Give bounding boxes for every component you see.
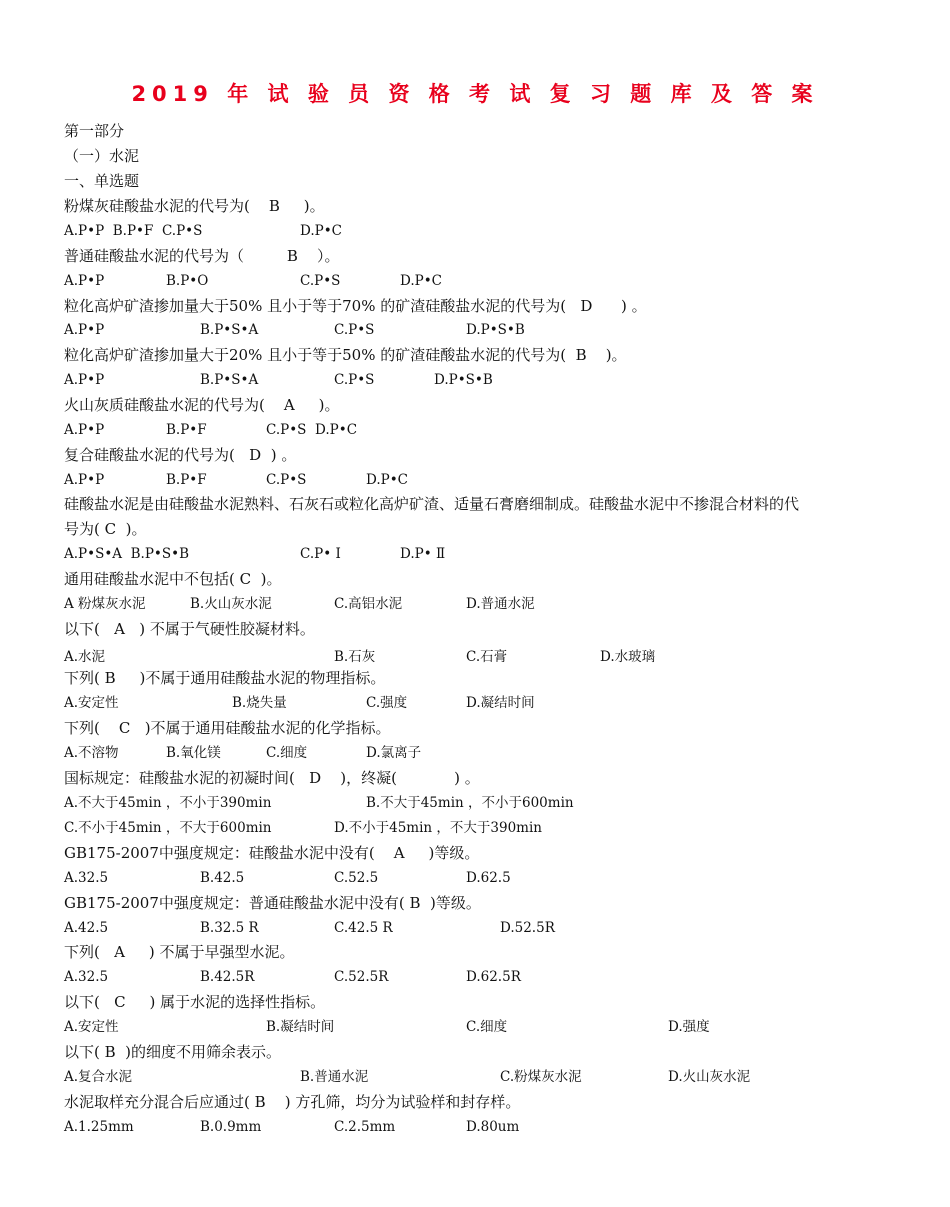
question-stem: 通用硅酸盐水泥中不包括( C )。	[64, 570, 282, 588]
question-option: B.氧化镁	[166, 745, 221, 761]
question-option: D.P•C	[300, 223, 343, 239]
question-option: A.32.5	[64, 969, 109, 985]
question-option: A.不大于45min ，不小于390min	[64, 795, 272, 811]
question-option: B.烧失量	[232, 695, 287, 711]
question-option: C.P•S	[266, 472, 307, 488]
question-stem: 下列( A ) 不属于早强型水泥。	[64, 943, 295, 961]
question-stem: GB175-2007中强度规定：普通硅酸盐水泥中没有( B )等级。	[64, 894, 481, 912]
question-option: B.P•S•A	[200, 372, 259, 388]
question-option: C.42.5 R	[334, 920, 393, 936]
question-option: A.P•P	[64, 422, 105, 438]
part-heading: 第一部分	[64, 122, 125, 140]
question-option: C.石膏	[466, 649, 508, 665]
question-option: A.P•P	[64, 273, 105, 289]
question-option: C.不小于45min ，不大于600min	[64, 820, 272, 836]
question-option: A.安定性	[64, 695, 119, 711]
question-option: C.强度	[366, 695, 408, 711]
question-option: D.普通水泥	[466, 596, 535, 612]
question-option: D.凝结时间	[466, 695, 535, 711]
question-option: D.火山灰水泥	[668, 1069, 751, 1085]
question-stem: 粒化高炉矿渣掺加量大于50% 且小于等于70% 的矿渣硅酸盐水泥的代号为( D ) 。	[64, 297, 647, 315]
question-option: C.粉煤灰水泥	[500, 1069, 582, 1085]
question-stem: 硅酸盐水泥是由硅酸盐水泥熟料、石灰石或粒化高炉矿渣、适量石膏磨细制成。硅酸盐水泥中不掺混合材料的代	[64, 495, 800, 513]
question-stem: 粒化高炉矿渣掺加量大于20% 且小于等于50% 的矿渣硅酸盐水泥的代号为( B )。	[64, 346, 627, 364]
question-option: A.P•P B.P•F C.P•S	[64, 223, 203, 239]
question-option: B.P•O	[166, 273, 209, 289]
question-stem: 国标规定：硅酸盐水泥的初凝时间( D )，终凝( ) 。	[64, 769, 480, 787]
question-option: C.P•S	[334, 322, 375, 338]
question-option: D.62.5R	[466, 969, 521, 985]
question-stem: 火山灰质硅酸盐水泥的代号为( A )。	[64, 396, 340, 414]
question-option: B.石灰	[334, 649, 376, 665]
question-option: B.32.5 R	[200, 920, 259, 936]
question-option: A.复合水泥	[64, 1069, 133, 1085]
question-option: A.P•P	[64, 372, 105, 388]
question-option: D.62.5	[466, 870, 511, 886]
question-option: B.凝结时间	[266, 1019, 335, 1035]
question-stem: 以下( A ) 不属于气硬性胶凝材料。	[64, 620, 315, 638]
question-option: C.P•S	[334, 372, 375, 388]
question-option: B.不大于45min ，不小于600min	[366, 795, 574, 811]
question-option: B.0.9mm	[200, 1119, 262, 1135]
question-option: A.P•P	[64, 322, 105, 338]
question-option: C.2.5mm	[334, 1119, 396, 1135]
question-option: C.P• Ⅰ	[300, 546, 341, 562]
question-option: A.P•P	[64, 472, 105, 488]
question-stem: 复合硅酸盐水泥的代号为( D ) 。	[64, 446, 297, 464]
question-option: A.安定性	[64, 1019, 119, 1035]
question-option: D.P•S•B	[466, 322, 525, 338]
question-stem: GB175-2007中强度规定：硅酸盐水泥中没有( A )等级。	[64, 844, 480, 862]
question-option: A.42.5	[64, 920, 109, 936]
question-option: D.P• Ⅱ	[400, 546, 446, 562]
section-heading: （一）水泥	[64, 147, 140, 165]
question-option: B.42.5R	[200, 969, 255, 985]
question-option: B.42.5	[200, 870, 245, 886]
question-option: B.P•F	[166, 472, 207, 488]
question-option: C.细度	[266, 745, 308, 761]
question-option: D.P•C	[366, 472, 409, 488]
question-stem: 普通硅酸盐水泥的代号为（ B ）。	[64, 247, 340, 265]
document-title: 2019 年 试 验 员 资 格 考 试 复 习 题 库 及 答 案	[131, 82, 819, 106]
question-stem: 下列( B )不属于通用硅酸盐水泥的物理指标。	[64, 669, 386, 687]
question-option: A 粉煤灰水泥	[64, 596, 146, 612]
question-option: D.80um	[466, 1119, 520, 1135]
question-option: C.P•S	[300, 273, 341, 289]
question-option: A.不溶物	[64, 745, 119, 761]
question-option: C.P•S D.P•C	[266, 422, 358, 438]
question-option: B.火山灰水泥	[190, 596, 272, 612]
question-option: D.水玻璃	[600, 649, 656, 665]
question-option: A.1.25mm	[64, 1119, 134, 1135]
question-stem: 粉煤灰硅酸盐水泥的代号为( B )。	[64, 197, 325, 215]
question-stem-continued: 号为( C )。	[64, 520, 147, 538]
question-option: D.不小于45min ，不大于390min	[334, 820, 542, 836]
question-option: D.氯离子	[366, 745, 422, 761]
question-type-heading: 一、单选题	[64, 172, 140, 190]
question-option: B.P•S•A	[200, 322, 259, 338]
question-option: D.52.5R	[500, 920, 555, 936]
question-stem: 以下( C ) 属于水泥的选择性指标。	[64, 993, 326, 1011]
question-option: D.P•C	[400, 273, 443, 289]
question-option: A.水泥	[64, 649, 106, 665]
question-option: A.P•S•A B.P•S•B	[64, 546, 190, 562]
question-option: C.细度	[466, 1019, 508, 1035]
question-option: B.普通水泥	[300, 1069, 369, 1085]
question-stem: 水泥取样充分混合后应通过( B ) 方孔筛，均分为试验样和封存样。	[64, 1093, 521, 1111]
question-option: D.P•S•B	[434, 372, 493, 388]
question-stem: 下列( C )不属于通用硅酸盐水泥的化学指标。	[64, 719, 391, 737]
question-option: C.52.5R	[334, 969, 389, 985]
question-stem: 以下( B )的细度不用筛余表示。	[64, 1043, 282, 1061]
question-option: C.高铝水泥	[334, 596, 403, 612]
question-option: B.P•F	[166, 422, 207, 438]
question-option: A.32.5	[64, 870, 109, 886]
question-option: D.强度	[668, 1019, 710, 1035]
question-option: C.52.5	[334, 870, 379, 886]
